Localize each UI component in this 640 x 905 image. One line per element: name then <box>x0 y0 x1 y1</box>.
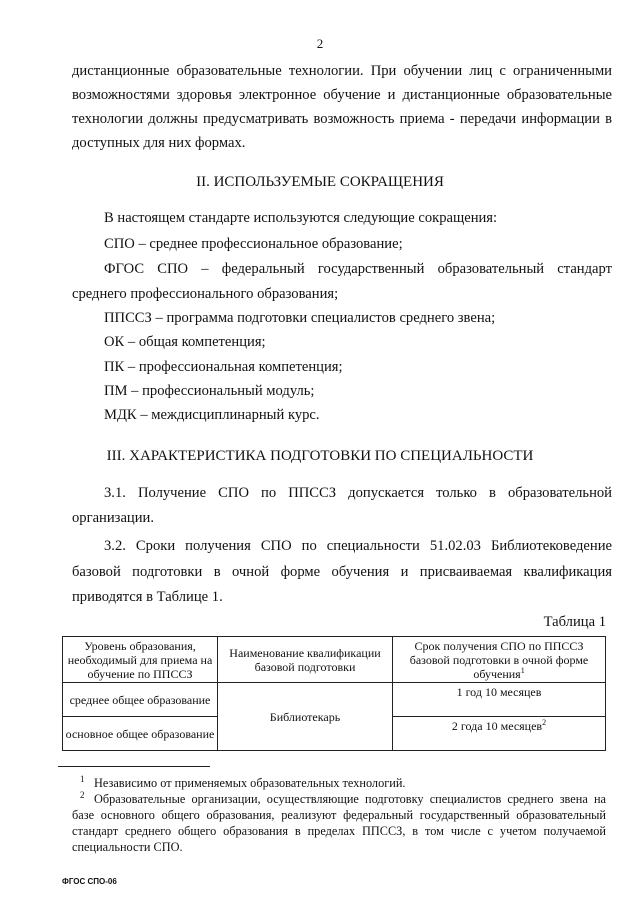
abbrev-fgos-cont: среднего профессионального образования; <box>72 286 339 302</box>
footer-doc-code: ФГОС СПО-06 <box>62 877 117 886</box>
para-3-2-line-3: приводятся в Таблице 1. <box>72 589 223 605</box>
row-2-term <box>393 717 606 751</box>
footnote-2-line-2: базе основного общего образования, реализуют федеральный государственный образовательный <box>72 808 606 822</box>
footnote-separator <box>58 766 210 767</box>
intro-line-4: доступных для них формах. <box>72 135 246 151</box>
para-3-2-line-2: базовой подготовки в очной форме обучения и присваиваемая квалификация <box>72 564 612 580</box>
footnote-1-marker: 1 <box>80 774 85 784</box>
page-number: 2 <box>316 36 324 51</box>
abbrev-pm: ПМ – профессиональный модуль; <box>104 383 315 399</box>
header-term-text: Срок получения СПО по ППССЗ базовой подготовки в очной форме обучения <box>409 638 589 681</box>
footnote-2-line-4: специальности СПО. <box>72 840 183 854</box>
intro-line-3: технологии должны предусматривать возможность приема - передачи информации в <box>72 111 612 127</box>
para-3-1-line-2: организации. <box>72 510 154 526</box>
row-1-term: 1 год 10 месяцев <box>393 683 606 717</box>
footnote-2-marker: 2 <box>80 790 85 800</box>
table-row <box>63 683 606 717</box>
table-caption: Таблица 1 <box>543 614 606 630</box>
intro-line-1: дистанционные образовательные технологии. При обучении лиц с ограниченными <box>72 63 612 79</box>
intro-line-2: возможностями здоровья электронное обучение и дистанционные образовательные <box>72 87 612 103</box>
header-qualification: Наименование квалификации базовой подготовки <box>218 637 393 683</box>
para-3-2-line-1: 3.2. Сроки получения СПО по специальности 51.02.03 Библиотековедение <box>104 538 612 554</box>
header-term-footnote-ref: 1 <box>520 665 525 675</box>
footnote-2-line-3: стандарт среднего общего образования в пределах ППССЗ, в том числе с учетом получаемой <box>72 824 606 838</box>
row-1-level: среднее общее образование <box>63 683 218 717</box>
abbrev-fgos: ФГОС СПО – федеральный государственный образовательный стандарт <box>104 261 612 277</box>
abbrev-spo: СПО – среднее профессиональное образование; <box>104 236 403 252</box>
row-2-term-text: 2 года 10 месяцев <box>451 719 543 733</box>
footnote-2-line-1: Образовательные организации, осуществляющие подготовку специалистов среднего звена на <box>94 792 606 806</box>
section3-heading: III. ХАРАКТЕРИСТИКА ПОДГОТОВКИ ПО СПЕЦИАЛЬНОСТИ <box>106 448 534 464</box>
row-2-level: основное общее образование <box>63 717 218 751</box>
para-3-1-line-1: 3.1. Получение СПО по ППССЗ допускается только в образовательной <box>104 485 612 501</box>
header-term <box>393 637 606 683</box>
abbrev-ok: ОК – общая компетенция; <box>104 334 266 350</box>
abbrev-mdk: МДК – междисциплинарный курс. <box>104 407 320 423</box>
table-header-row <box>63 637 606 683</box>
section2-heading: II. ИСПОЛЬЗУЕМЫЕ СОКРАЩЕНИЯ <box>196 174 444 190</box>
footnote-1-text: Независимо от применяемых образовательных технологий. <box>94 776 406 790</box>
qualification-cell: Библиотекарь <box>218 683 393 751</box>
row-2-footnote-ref: 2 <box>542 718 547 727</box>
abbrev-lead: В настоящем стандарте используются следующие сокращения: <box>104 210 498 226</box>
header-level: Уровень образования, необходимый для приема на обучение по ППССЗ <box>63 637 218 683</box>
abbrev-pk: ПК – профессиональная компетенция; <box>104 359 343 375</box>
qualification-table <box>62 636 606 751</box>
abbrev-ppssz: ППССЗ – программа подготовки специалистов среднего звена; <box>104 310 496 326</box>
